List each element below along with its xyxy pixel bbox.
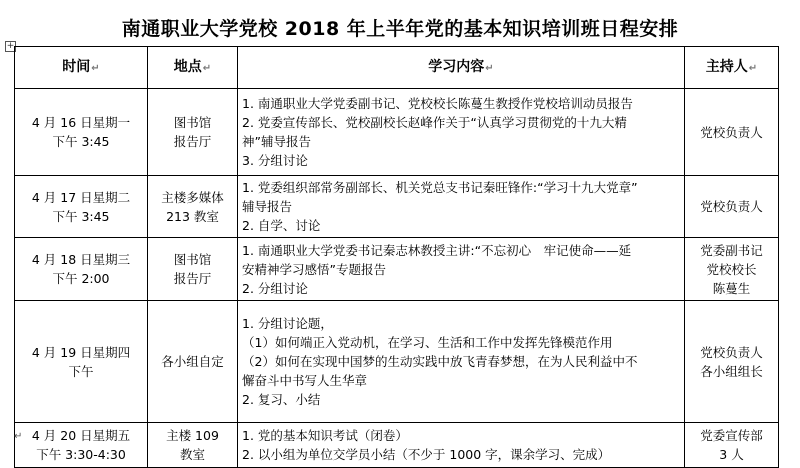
content-line: 1. 南通职业大学党委副书记、党校校长陈蔓生教授作党校培训动员报告 (242, 96, 633, 111)
content-line: 2. 复习、小结 (242, 392, 321, 407)
content-line: 安精神学习感悟”专题报告 (242, 261, 386, 277)
host-line: 党校负责人 (700, 124, 763, 140)
content-line: 懈奋斗中书写人生华章 (242, 373, 368, 388)
time-cell[interactable] (15, 89, 148, 176)
time-date: 4 月 17 日星期二 (31, 189, 131, 205)
time-clock: 下午 (68, 363, 94, 379)
place-line: 图书馆 (173, 115, 212, 130)
host-cell[interactable] (685, 423, 779, 468)
content-line: 1. 南通职业大学党委书记秦志林教授主讲:“不忘初心 牢记使命——延 (242, 242, 632, 258)
table-row (15, 301, 779, 423)
host-cell[interactable] (685, 238, 779, 301)
host-line: 党校校长 (706, 261, 757, 277)
table-row (15, 89, 779, 176)
place-cell[interactable] (148, 176, 238, 238)
time-clock: 下午 3:30-4:30 (36, 447, 126, 462)
time-date: 4 月 18 日星期三 (31, 252, 131, 267)
host-line: 陈蔓生 (712, 280, 751, 296)
place-cell[interactable] (148, 423, 238, 468)
place-line: 各小组自定 (161, 354, 224, 369)
content-line: 1. 党的基本知识考试（闭卷） (242, 428, 408, 443)
content-cell[interactable] (238, 301, 685, 423)
time-cell[interactable] (15, 301, 148, 423)
place-cell[interactable] (148, 238, 238, 301)
header-time: 时间↵ (15, 47, 148, 89)
host-cell[interactable] (685, 176, 779, 238)
time-date: 4 月 19 日星期四 (31, 344, 131, 360)
host-line: 党校负责人 (700, 199, 763, 214)
content-line: 3. 分组讨论 (242, 153, 308, 168)
paragraph-mark: ↵ (485, 62, 494, 74)
table-move-handle-icon[interactable]: + (6, 41, 15, 51)
content-line: （2）如何在实现中国梦的生动实践中放飞青春梦想，在为人民利益中不 (242, 354, 638, 369)
content-line: 1. 党委组织部常务副部长、机关党总支书记秦旺锋作:“学习十九大党章” (242, 180, 638, 195)
paragraph-mark: ↵ (91, 62, 100, 74)
table-header-row (15, 47, 779, 89)
content-cell[interactable] (238, 176, 685, 238)
content-cell[interactable] (238, 238, 685, 301)
paragraph-mark: ↵ (748, 62, 758, 74)
paragraph-mark: ↵ (202, 62, 212, 74)
place-line: 报告厅 (173, 134, 212, 149)
host-cell[interactable] (685, 89, 779, 176)
time-clock: 下午 3:45 (52, 208, 110, 224)
content-cell[interactable] (238, 89, 685, 176)
header-content: 学习内容↵ (238, 47, 685, 89)
content-line: 2. 党委宣传部长、党校副校长赵峰作关于“认真学习贯彻党的十九大精 (242, 115, 627, 130)
host-line: 党委宣传部 (700, 428, 763, 443)
place-cell[interactable] (148, 89, 238, 176)
content-line: （1）如何端正入党动机，在学习、生活和工作中发挥先锋模范作用 (242, 335, 613, 350)
content-line: 神”辅导报告 (242, 134, 311, 149)
time-date: 4 月 16 日星期一 (31, 115, 131, 130)
paragraph-mark: ↵ (14, 431, 23, 442)
content-line: 2. 自学、讨论 (242, 218, 321, 233)
host-line: 党校负责人 (700, 344, 763, 360)
place-line: 教室 (179, 447, 205, 462)
header-host: 主持人↵ (685, 47, 779, 89)
content-line: 辅导报告 (242, 199, 293, 214)
content-cell[interactable] (238, 423, 685, 468)
page-title: 南通职业大学党校 2018 年上半年党的基本知识培训班日程安排 (121, 18, 679, 40)
time-cell[interactable] (15, 423, 148, 468)
table-row (15, 423, 779, 468)
place-cell[interactable] (148, 301, 238, 423)
time-clock: 下午 3:45 (52, 134, 110, 149)
content-line: 1. 分组讨论题， (242, 316, 333, 331)
host-cell[interactable] (685, 301, 779, 423)
place-line: 报告厅 (173, 271, 212, 286)
table-row (15, 238, 779, 301)
time-clock: 下午 2:00 (52, 271, 110, 286)
schedule-table (14, 46, 779, 468)
header-place: 地点↵ (148, 47, 238, 89)
time-cell[interactable] (15, 176, 148, 238)
place-line: 主楼多媒体 (161, 189, 224, 205)
place-line: 主楼 109 (166, 428, 219, 443)
host-line: 3 人 (719, 447, 744, 462)
host-line: 党委副书记 (700, 242, 763, 258)
content-line: 2. 分组讨论 (242, 280, 308, 296)
content-line: 2. 以小组为单位交学员小结（不少于 1000 字，课余学习、完成） (242, 447, 611, 462)
table-row (15, 176, 779, 238)
place-line: 图书馆 (173, 252, 212, 267)
host-line: 各小组组长 (700, 363, 763, 379)
time-date: 4 月 20 日星期五 (31, 428, 131, 443)
time-cell[interactable] (15, 238, 148, 301)
place-line: 213 教室 (166, 208, 219, 224)
